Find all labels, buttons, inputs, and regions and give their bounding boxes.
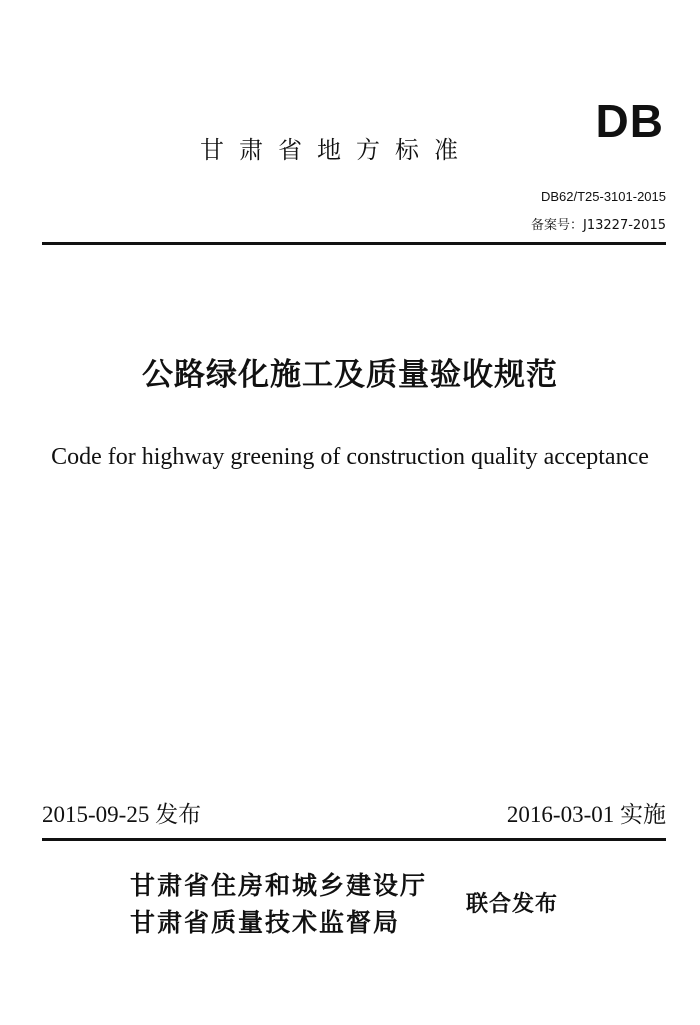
filing-number: 备案号：J13227-2015 — [531, 218, 666, 233]
issue-date: 2015-09-25 发布 — [42, 802, 202, 827]
document-title-chinese: 公路绿化施工及质量验收规范 — [142, 357, 558, 393]
standard-category: 甘肃省地方标准 — [200, 136, 473, 164]
issuer-quality-bureau: 甘肃省质量技术监督局 — [130, 908, 401, 937]
footer-divider — [42, 838, 666, 841]
joint-release-label: 联合发布 — [466, 892, 559, 917]
db-logo: DB — [595, 95, 664, 147]
issuer-housing-department: 甘肃省住房和城乡建设厅 — [130, 871, 428, 900]
document-title-english: Code for highway greening of construction quality acceptance — [51, 444, 649, 470]
standard-code: DB62/T25-3101-2015 — [540, 189, 666, 204]
implementation-date: 2016-03-01 实施 — [506, 802, 666, 827]
header-divider — [42, 242, 666, 245]
